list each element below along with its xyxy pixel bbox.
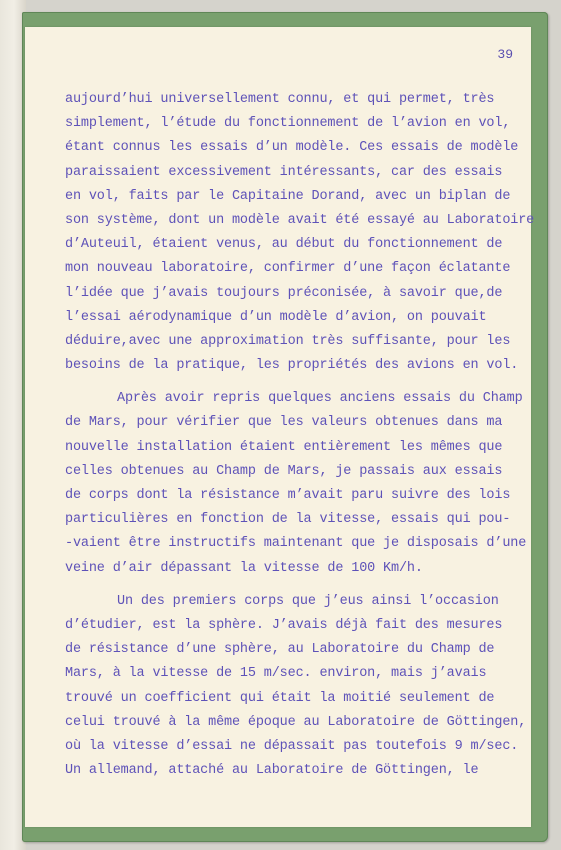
- text-line: celles obtenues au Champ de Mars, je passais aux essais: [65, 463, 503, 479]
- text-line: d’étudier, est la sphère. J’avais déjà fait des mesures: [65, 617, 503, 633]
- body-text: [65, 88, 535, 783]
- paragraph-gap: [65, 581, 525, 590]
- text-line: Après avoir repris quelques anciens essais du Champ: [117, 391, 523, 407]
- text-line: trouvé un coefficient qui était la moitié seulement de: [65, 690, 495, 706]
- text-line: l’essai aérodynamique d’un modèle d’avion, on pouvait: [65, 309, 487, 325]
- text-line: Mars, à la vitesse de 15 m/sec. environ, mais j’avais: [65, 666, 487, 682]
- paragraph-gap: [65, 378, 525, 387]
- text-line: Un allemand, attaché au Laboratoire de Göttingen, le: [65, 763, 479, 779]
- paragraph: [65, 590, 525, 784]
- text-line: en vol, faits par le Capitaine Dorand, avec un biplan de: [65, 188, 511, 204]
- text-line: d’Auteuil, étaient venus, au début du fonctionnement de: [65, 237, 503, 253]
- text-line: Un des premiers corps que j’eus ainsi l’occasion: [117, 593, 499, 609]
- text-line: celui trouvé à la même époque au Laboratoire de Göttingen,: [65, 714, 527, 730]
- text-line: de corps dont la résistance m’avait paru suivre des lois: [65, 488, 511, 503]
- text-line: son système, dont un modèle avait été essayé au Laboratoire: [65, 212, 535, 228]
- page-number: 39: [497, 47, 513, 62]
- text-line: l’idée que j’avais toujours préconisée, à savoir que,de: [65, 285, 503, 301]
- text-line: -vaient être instructifs maintenant que je disposais d’une: [65, 536, 527, 552]
- text-line: étant connus les essais d’un modèle. Ces essais de modèle: [65, 140, 519, 156]
- text-line: paraissaient excessivement intéressants, car des essais: [65, 164, 503, 180]
- text-line: nouvelle installation étaient entièrement les mêmes que: [65, 439, 503, 455]
- text-line: de résistance d’une sphère, au Laboratoire du Champ de: [65, 642, 495, 658]
- text-line: déduire,avec une approximation très suffisante, pour les: [65, 333, 511, 349]
- paragraph: [65, 88, 535, 378]
- text-line: veine d’air dépassant la vitesse de 100 Km/h.: [65, 560, 423, 576]
- text-line: simplement, l’étude du fonctionnement de l’avion en vol,: [65, 116, 511, 132]
- text-line: de Mars, pour vérifier que les valeurs obtenues dans ma: [65, 415, 503, 431]
- text-line: aujourd’hui universellement connu, et qui permet, très: [65, 92, 495, 107]
- text-line: besoins de la pratique, les propriétés des avions en vol.: [65, 358, 519, 374]
- paragraph: [65, 387, 525, 581]
- text-line: particulières en fonction de la vitesse, essais qui pou-: [65, 512, 511, 528]
- text-line: où la vitesse d’essai ne dépassait pas toutefois 9 m/sec.: [65, 738, 519, 754]
- text-line: mon nouveau laboratoire, confirmer d’une façon éclatante: [65, 261, 511, 277]
